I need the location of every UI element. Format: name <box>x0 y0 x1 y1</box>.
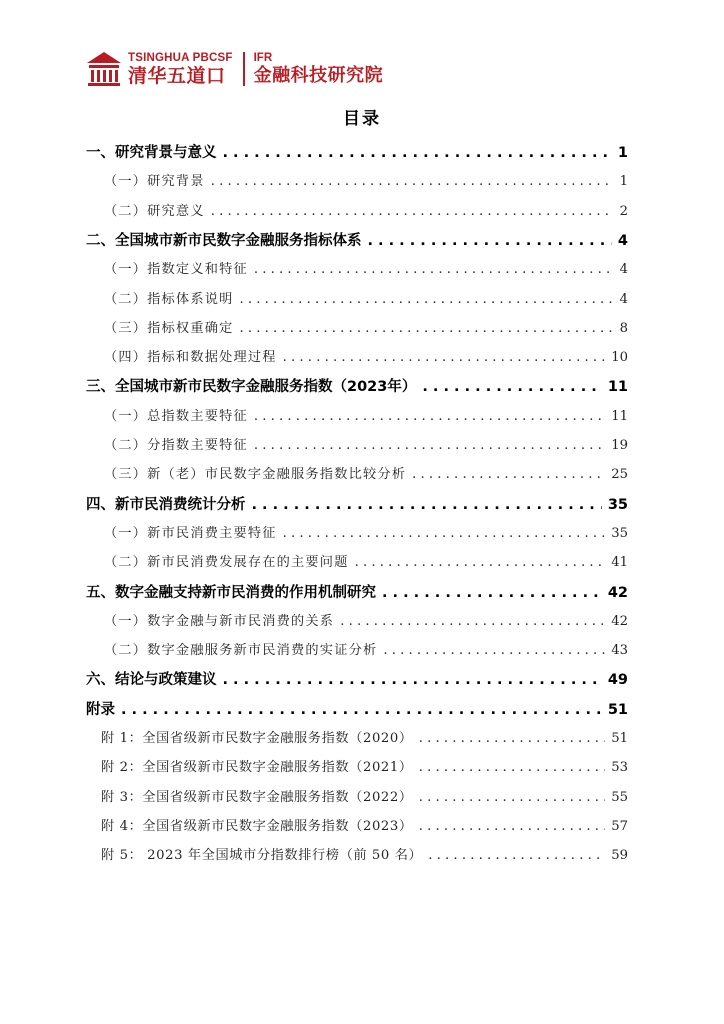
toc-entry-title: （三）指标权重确定 <box>104 321 234 336</box>
brand-divider <box>243 52 245 86</box>
brand-chinese-name: 清华五道口 <box>128 64 226 87</box>
toc-entry-title: （二）指标体系说明 <box>104 292 234 307</box>
institute-english-name: IFR <box>253 51 273 64</box>
toc-page-number: 35 <box>611 526 628 541</box>
toc-appendix-entry <box>101 728 628 750</box>
toc-entry-title: 二、全国城市新市民数字金融服务指标体系 <box>86 233 362 249</box>
toc-entry-title: 一、研究背景与意义 <box>86 145 217 161</box>
toc-section-entry <box>104 259 628 281</box>
toc-dot-leader <box>419 816 606 838</box>
toc-page-number: 57 <box>611 819 628 834</box>
toc-entry-title: 附录 <box>86 702 115 718</box>
toc-chapter-entry <box>86 230 628 252</box>
toc-dot-leader <box>252 494 602 516</box>
toc-dot-leader <box>223 142 612 164</box>
toc-chapter-entry <box>86 376 628 398</box>
page-title: 目录 <box>343 109 381 129</box>
toc-entry-title: 附 5： 2023 年全国城市分指数排行榜（前 50 名） <box>101 848 423 863</box>
toc-dot-leader <box>355 552 606 574</box>
toc-page-number: 2 <box>619 204 628 219</box>
toc-entry-title: （一）总指数主要特征 <box>104 409 248 424</box>
toc-entry-title: （四）指标和数据处理过程 <box>104 350 277 365</box>
toc-entry-title: （二）分指数主要特征 <box>104 438 248 453</box>
toc-dot-leader <box>223 669 602 691</box>
toc-section-entry <box>104 201 628 223</box>
toc-section-entry <box>104 611 628 633</box>
institute-chinese-name: 金融科技研究院 <box>253 64 384 86</box>
toc-appendix-entry <box>101 757 628 779</box>
toc-entry-title: （一）指数定义和特征 <box>104 262 248 277</box>
toc-dot-leader <box>240 289 614 311</box>
toc-page-number: 4 <box>619 292 628 307</box>
toc-entry-title: 四、新市民消费统计分析 <box>86 497 246 513</box>
toc-dot-leader <box>422 376 601 398</box>
toc-page-number: 10 <box>611 350 628 365</box>
toc-page-number: 43 <box>611 643 628 658</box>
toc-section-entry <box>104 318 628 340</box>
toc-entry-title: 附 3：全国省级新市民数字金融服务指数（2022） <box>101 790 413 805</box>
toc-entry-title: 附 2：全国省级新市民数字金融服务指数（2021） <box>101 760 413 775</box>
toc-section-entry <box>104 406 628 428</box>
toc-page-number: 8 <box>619 321 628 336</box>
toc-dot-leader <box>383 640 605 662</box>
toc-dot-leader <box>419 757 606 779</box>
toc-dot-leader <box>428 845 605 867</box>
toc-entry-title: （三）新（老）市民数字金融服务指数比较分析 <box>104 467 407 482</box>
toc-page-number: 11 <box>607 379 628 395</box>
toc-entry-title: （一）数字金融与新市民消费的关系 <box>104 614 335 629</box>
toc-entry-title: 附 4：全国省级新市民数字金融服务指数（2023） <box>101 819 413 834</box>
toc-entry-title: （二）研究意义 <box>104 204 205 219</box>
tsinghua-pbcsf-logo-icon <box>86 51 122 87</box>
toc-page-number: 41 <box>611 555 628 570</box>
toc-entry-title: 三、全国城市新市民数字金融服务指数（2023年） <box>86 379 417 395</box>
toc-entry-title: （一）研究背景 <box>104 174 205 189</box>
toc-section-entry <box>104 289 628 311</box>
toc-section-entry <box>104 171 628 193</box>
toc-dot-leader <box>283 347 606 369</box>
toc-chapter-entry <box>86 494 628 516</box>
toc-section-entry <box>104 552 628 574</box>
toc-section-entry <box>104 523 628 545</box>
toc-entry-title: （二）数字金融服务新市民消费的实证分析 <box>104 643 378 658</box>
toc-dot-leader <box>211 201 614 223</box>
toc-page-number: 35 <box>607 497 628 513</box>
toc-page-number: 42 <box>611 614 628 629</box>
toc-dot-leader <box>419 787 606 809</box>
toc-page-number: 4 <box>619 262 628 277</box>
toc-section-entry <box>104 464 628 486</box>
toc-page-number: 51 <box>611 731 628 746</box>
toc-page-number: 1 <box>617 145 628 161</box>
toc-chapter-entry <box>86 142 628 164</box>
toc-chapter-entry <box>86 699 628 721</box>
toc-entry-title: 六、结论与政策建议 <box>86 672 217 688</box>
toc-entry-title: （二）新市民消费发展存在的主要问题 <box>104 555 349 570</box>
toc-dot-leader <box>240 318 614 340</box>
toc-page-number: 51 <box>607 702 628 718</box>
toc-dot-leader <box>368 230 612 252</box>
toc-chapter-entry <box>86 582 628 604</box>
toc-page-number: 19 <box>611 438 628 453</box>
toc-dot-leader <box>254 259 614 281</box>
toc-section-entry <box>104 640 628 662</box>
toc-section-entry <box>104 347 628 369</box>
toc-page-number: 11 <box>611 409 628 424</box>
toc-page-number: 59 <box>611 848 628 863</box>
toc-section-entry <box>104 435 628 457</box>
toc-dot-leader <box>340 611 605 633</box>
institute-name <box>254 52 384 87</box>
toc-entry-title: 五、数字金融支持新市民消费的作用机制研究 <box>86 585 376 601</box>
brand-english-name: TSINGHUA PBCSF <box>128 51 233 64</box>
toc-dot-leader <box>419 728 606 750</box>
toc-page-number: 25 <box>611 467 628 482</box>
toc-page-number: 4 <box>617 233 628 249</box>
toc-page-number: 53 <box>611 760 628 775</box>
toc-entry-title: （一）新市民消费主要特征 <box>104 526 277 541</box>
toc-page-number: 55 <box>611 790 628 805</box>
brand-name <box>128 52 233 87</box>
report-header <box>86 49 383 89</box>
toc-page-number: 1 <box>619 174 628 189</box>
toc-dot-leader <box>283 523 606 545</box>
toc-dot-leader <box>254 435 605 457</box>
toc-dot-leader <box>412 464 605 486</box>
toc-dot-leader <box>211 171 614 193</box>
toc-appendix-entry <box>101 787 628 809</box>
toc-appendix-entry <box>101 816 628 838</box>
toc-dot-leader <box>382 582 602 604</box>
toc-dot-leader <box>121 699 602 721</box>
toc-page-number: 49 <box>607 672 628 688</box>
toc-chapter-entry <box>86 669 628 691</box>
toc-dot-leader <box>254 406 605 428</box>
toc-entry-title: 附 1：全国省级新市民数字金融服务指数（2020） <box>101 731 413 746</box>
toc-page-number: 42 <box>607 585 628 601</box>
toc-appendix-entry <box>101 845 628 867</box>
